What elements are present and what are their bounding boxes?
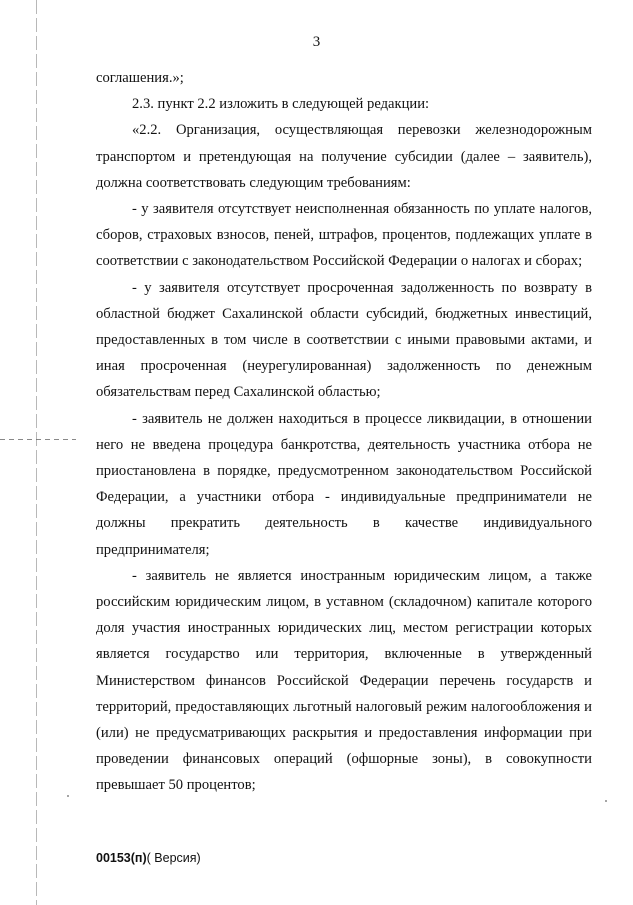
- requirement-foreign-entity: - заявитель не является иностранным юридическим лицом, а также российским юридическим лицом, в уставном (складочном) капитале которого доля участия иностранных юридических лиц, местом регистрации которых является государство или территория, включенные в утвержденный Министерством финансов Российской Федерации перечень государств и территорий, предоставляющих льготный налоговый режим налогообложения и (или) не предусматривающих раскрытия и предоставления информации при проведении финансовых операций (офшорные зоны), в совокупности превышает 50 процентов;: [96, 567, 592, 794]
- body-text: [96, 65, 592, 799]
- scan-speck: [605, 800, 607, 802]
- requirement-liquidation: - заявитель не должен находиться в процессе ликвидации, в отношении него не введена процедура банкротства, деятельность участника отбора не приостановлена в порядке, предусмотренном законодательством Российской Федерации, а участники отбора - индивидуальные предприниматели не должны прекратить деятельность в качестве индивидуального предпринимателя;: [96, 410, 592, 558]
- footer-document-code: [96, 850, 201, 866]
- cut-mark: [0, 439, 76, 440]
- page-number: 3: [312, 34, 321, 50]
- paragraph-clause-2-3: 2.3. пункт 2.2 изложить в следующей редакции:: [132, 96, 430, 113]
- footer-code: 00153(п): [96, 851, 147, 865]
- paragraph-continuation: соглашения.»;: [96, 70, 184, 86]
- paragraph-clause-2-2: «2.2. Организация, осуществляющая перевозки железнодорожным транспортом и претендующая на получение субсидии (далее – заявитель), должна соответствовать следующим требованиям:: [96, 122, 592, 191]
- requirement-taxes: - у заявителя отсутствует неисполненная обязанность по уплате налогов, сборов, страховых взносов, пеней, штрафов, процентов, подлежащих уплате в соответствии с законодательством Российской Федерации о налогах и сборах;: [96, 201, 592, 270]
- binding-line: [36, 0, 37, 905]
- footer-version: ( Версия): [146, 851, 201, 865]
- requirement-debt: - у заявителя отсутствует просроченная задолженность по возврату в областной бюджет Сахалинской области субсидий, бюджетных инвестиций, предоставленных в том числе в соответствии с иными правовыми актами, и иная просроченная (неурегулированная) задолженность по денежным обязательствам перед Сахалинской областью;: [96, 279, 592, 401]
- scan-speck: [67, 795, 69, 797]
